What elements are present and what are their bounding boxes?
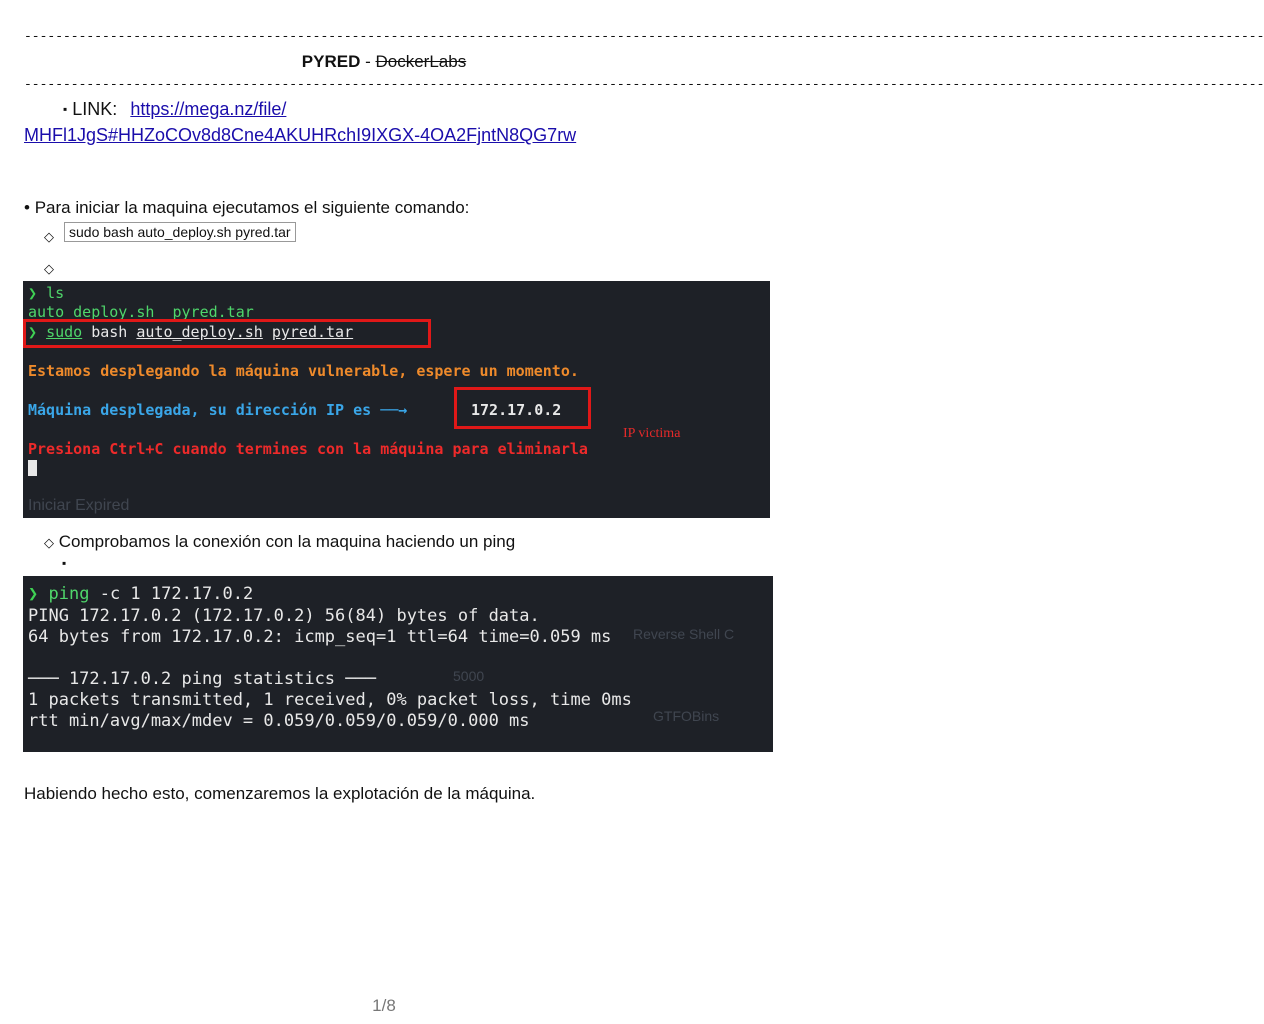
terminal-output-line: 1 packets transmitted, 1 received, 0% packet loss, time 0ms <box>28 690 632 710</box>
title-separator: - <box>360 52 376 71</box>
highlight-box-command <box>23 319 431 348</box>
terminal-screenshot-ping <box>23 576 773 752</box>
cmd-arg1: auto_deploy.sh <box>136 323 263 341</box>
terminal-output-line: PING 172.17.0.2 (172.17.0.2) 56(84) bytes of data. <box>28 606 540 626</box>
terminal-output-line: rtt min/avg/max/mdev = 0.059/0.059/0.059/0.000 ms <box>28 711 530 731</box>
link-label: LINK: <box>72 99 118 119</box>
cmd-sudo: sudo <box>46 323 83 341</box>
round-bullet-icon: • <box>24 198 30 217</box>
terminal-line-ls <box>28 284 64 302</box>
highlight-box-ip <box>454 387 591 429</box>
cmd-ls: ls <box>46 284 65 302</box>
terminal-line-ping-cmd <box>28 584 253 604</box>
ping-text: Comprobamos la conexión con la maquina haciendo un ping <box>58 532 516 551</box>
diamond-bullet-icon: ◇ <box>44 229 54 244</box>
square-bullet-icon: ▪ <box>63 102 68 116</box>
ghost-text: Reverse Shell C <box>633 626 735 642</box>
victim-ip: 172.17.0.2 <box>471 401 562 419</box>
terminal-line-deployed: Máquina desplegada, su dirección IP es ──→ <box>28 401 408 419</box>
page-title <box>0 52 768 72</box>
ghost-text: GTFOBins <box>653 708 720 724</box>
cmd-arg2: pyred.tar <box>271 323 354 341</box>
terminal-cursor <box>28 460 37 476</box>
terminal-output-line: ─── 172.17.0.2 ping statistics ─── <box>28 669 376 689</box>
mega-link-part1[interactable]: https://mega.nz/file/ <box>130 99 287 119</box>
cmd-bash: bash <box>91 323 128 341</box>
ghost-text: 5000 <box>453 668 485 684</box>
square-bullet-icon: ▪ <box>62 556 67 570</box>
header-rule-top: --------------------------------------------------------------------------------------------------------------------------------------------------------------- <box>24 29 1264 44</box>
header-rule-bottom: --------------------------------------------------------------------------------------------------------------------------------------------------------------- <box>24 77 1264 92</box>
terminal-screenshot-deploy <box>23 281 770 518</box>
diamond-bullet-icon: ◇ <box>44 535 54 550</box>
cmd-ping: ping <box>48 584 90 604</box>
intro-text: Para iniciar la maquina ejecutamos el siguiente comando: <box>34 198 470 217</box>
page-number: 1/8 <box>372 996 396 1015</box>
ping-item <box>44 532 515 552</box>
terminal-line-ctrl: Presiona Ctrl+C cuando termines con la máquina para eliminarla <box>28 440 588 458</box>
ip-annotation: IP victima <box>623 426 681 441</box>
conclusion-text: Habiendo hecho esto, comenzaremos la explotación de la máquina. <box>24 784 536 803</box>
cmd-ping-args: -c 1 172.17.0.2 <box>99 584 254 604</box>
ghost-text: Iniciar Expired <box>28 497 130 514</box>
title-subtitle: DockerLabs <box>375 52 467 71</box>
prompt-chevron-icon: ❯ <box>28 584 39 604</box>
terminal-output-line: 64 bytes from 172.17.0.2: icmp_seq=1 ttl=64 time=0.059 ms <box>28 627 612 647</box>
mega-link-part2[interactable]: MHFl1JgS#HHZoCOv8d8Cne4AKUHRchI9IXGX-4OA2FjntN8QG7rw <box>24 125 577 145</box>
terminal-line-files: auto_deploy.sh pyred.tar <box>28 303 254 321</box>
prompt-chevron-icon: ❯ <box>28 323 38 341</box>
diamond-bullet-icon: ◇ <box>44 261 54 276</box>
command-box: sudo bash auto_deploy.sh pyred.tar <box>64 222 296 242</box>
title-main: PYRED <box>301 52 361 71</box>
intro-item <box>24 198 469 218</box>
terminal-line-deploying: Estamos desplegando la máquina vulnerable, espere un momento. <box>28 362 579 380</box>
prompt-chevron-icon: ❯ <box>28 284 38 302</box>
link-row <box>63 99 286 120</box>
